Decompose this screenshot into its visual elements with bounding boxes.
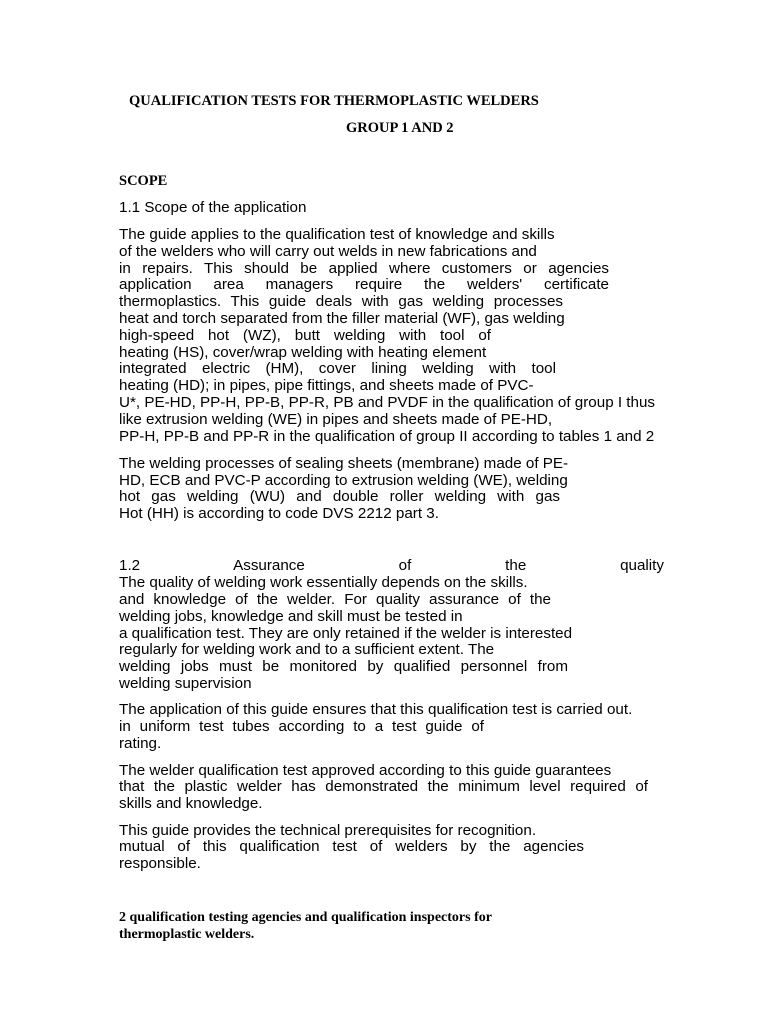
document-title: QUALIFICATION TESTS FOR THERMOPLASTIC WELDERS	[129, 93, 539, 109]
document-subtitle: GROUP 1 AND 2	[346, 120, 454, 136]
para5-line: that the plastic welder has demonstrated the minimum level required of	[119, 778, 648, 795]
para6-line: This guide provides the technical prerequisites for recognition.	[119, 822, 537, 839]
para1-line: heating (HD); in pipes, pipe fittings, and sheets made of PVC-	[119, 377, 534, 394]
para1-line: integrated electric (HM), cover lining welding with tool	[119, 360, 556, 377]
para1-line: heat and torch separated from the filler material (WF), gas welding	[119, 310, 565, 327]
para1-line: thermoplastics. This guide deals with gas welding processes	[119, 293, 563, 310]
scope-heading: SCOPE	[119, 173, 168, 189]
para3-line: a qualification test. They are only retained if the welder is interested	[119, 625, 573, 642]
para2-line: hot gas welding (WU) and double roller welding with gas	[119, 488, 560, 505]
para3-line: regularly for welding work and to a sufficient extent. The	[119, 641, 495, 658]
para2-line: The welding processes of sealing sheets (membrane) made of PE-	[119, 455, 569, 472]
para1-line: high-speed hot (WZ), butt welding with tool of	[119, 327, 491, 344]
section-2-heading-cont: thermoplastic welders.	[119, 927, 255, 942]
para1-line: The guide applies to the qualification test of knowledge and skills	[119, 226, 555, 243]
para5-line: skills and knowledge.	[119, 795, 263, 812]
para4-line: in uniform test tubes according to a test guide of	[119, 718, 484, 735]
para3-line: and knowledge of the welder. For quality assurance of the	[119, 591, 551, 608]
para1-line: PP-H, PP-B and PP-R in the qualification of group II according to tables 1 and 2	[119, 428, 655, 445]
para6-line: mutual of this qualification test of welders by the agencies	[119, 838, 584, 855]
para1-line: in repairs. This should be applied where customers or agencies	[119, 260, 609, 277]
para4-line: The application of this guide ensures that this qualification test is carried out.	[119, 701, 633, 718]
para1-line: application area managers require the welders' certificate	[119, 276, 609, 293]
para1-line: heating (HS), cover/wrap welding with heating element	[119, 344, 487, 361]
section-2-heading: 2 qualification testing agencies and qualification inspectors for	[119, 910, 492, 925]
section-1-2-heading: 1.2 Assurance of the quality	[119, 557, 664, 574]
para3-line: welding jobs must be monitored by qualified personnel from	[119, 658, 568, 675]
para1-line: like extrusion welding (WE) in pipes and sheets made of PE-HD,	[119, 411, 553, 428]
para3-line: welding jobs, knowledge and skill must be tested in	[119, 608, 463, 625]
para2-line: Hot (HH) is according to code DVS 2212 part 3.	[119, 505, 439, 522]
para3-line: The quality of welding work essentially depends on the skills.	[119, 574, 528, 591]
para2-line: HD, ECB and PVC-P according to extrusion welding (WE), welding	[119, 472, 568, 489]
para1-line: U*, PE-HD, PP-H, PP-B, PP-R, PB and PVDF in the qualification of group I thus	[119, 394, 656, 411]
para3-line: welding supervision	[119, 675, 252, 692]
para1-line: of the welders who will carry out welds in new fabrications and	[119, 243, 537, 260]
para6-line: responsible.	[119, 855, 201, 872]
para5-line: The welder qualification test approved according to this guide guarantees	[119, 762, 612, 779]
section-1-1-heading: 1.1 Scope of the application	[119, 199, 307, 216]
para4-line: rating.	[119, 735, 162, 752]
